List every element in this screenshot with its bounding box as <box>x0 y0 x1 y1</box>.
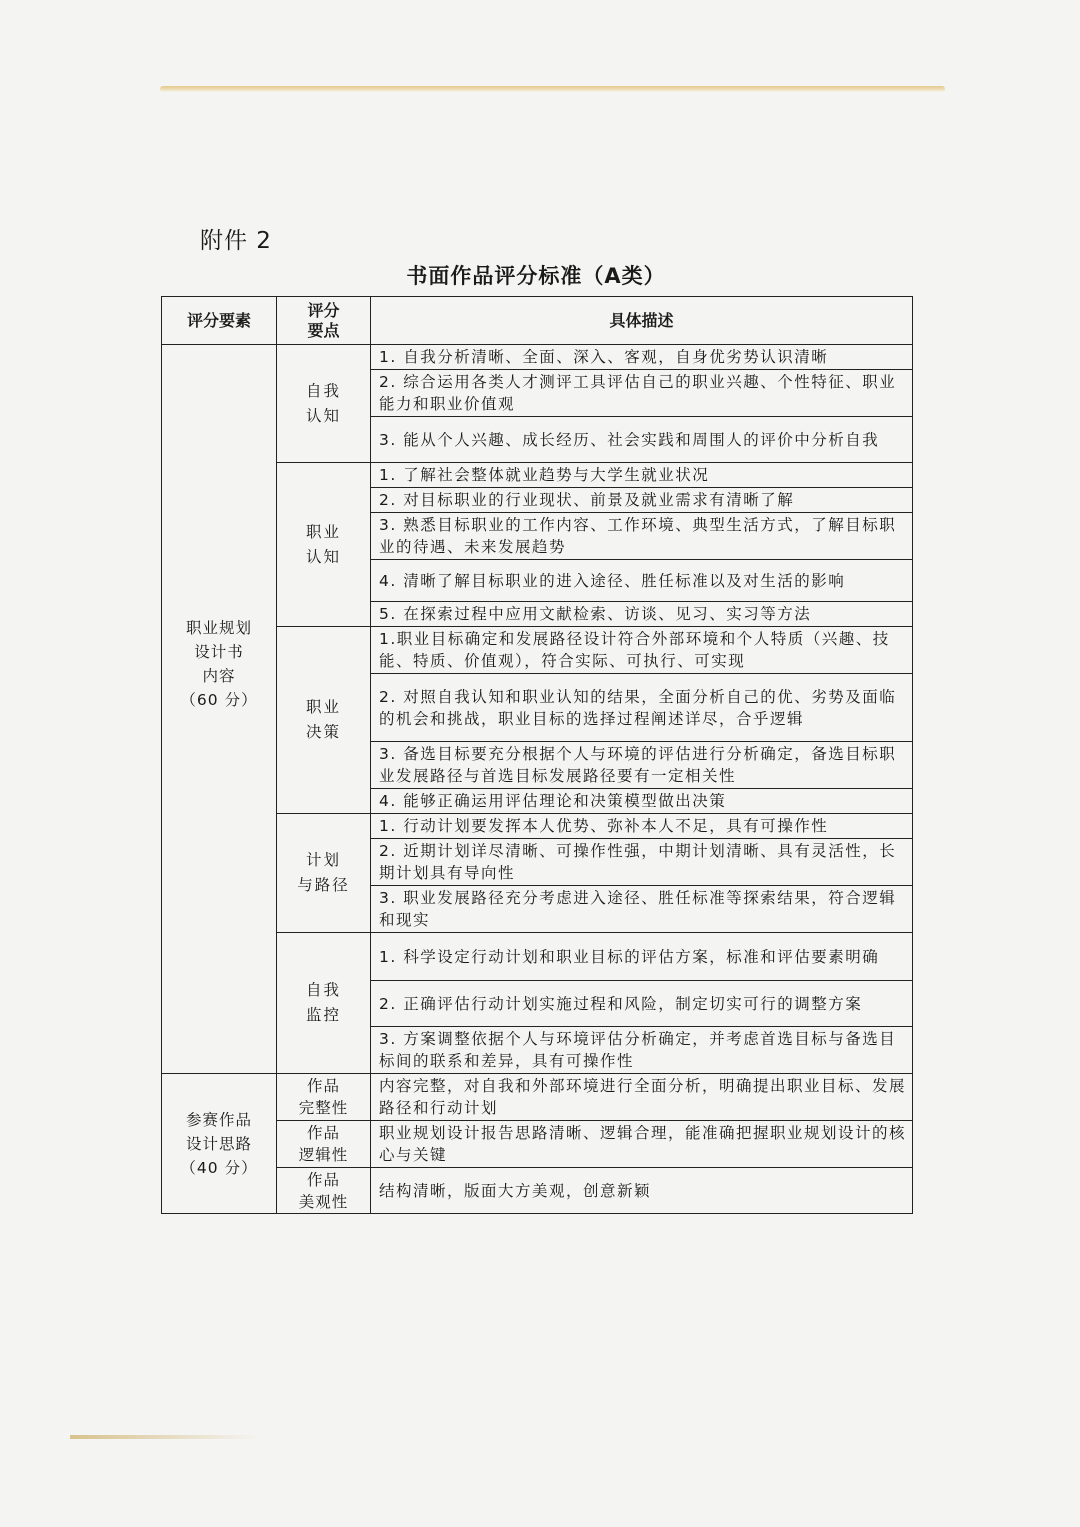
header-point-text: 评分 要点 <box>307 300 340 340</box>
table-row <box>162 345 913 370</box>
description-cell <box>371 742 913 789</box>
table-header-row <box>162 297 913 345</box>
scoring-point-line: 作品 <box>306 1077 340 1095</box>
scoring-point-line: 美观性 <box>298 1192 349 1211</box>
scoring-point-cell <box>277 627 371 814</box>
scoring-point-line: 与路径 <box>297 876 350 894</box>
scoring-point-line: 自我 <box>305 381 341 400</box>
scoring-factor-line: （40 分） <box>180 1158 258 1177</box>
scoring-point-line: 认知 <box>305 406 341 425</box>
description-cell <box>371 933 913 981</box>
scoring-factor-line: 内容 <box>202 667 236 685</box>
description-cell <box>371 839 913 886</box>
scoring-point-line: 认知 <box>305 547 341 566</box>
description-text: 3. 职业发展路径充分考虑进入途径、胜任标准等探索结果，符合逻辑和现实 <box>379 889 897 929</box>
description-text: 3. 能从个人兴趣、成长经历、社会实践和周围人的评价中分析自我 <box>379 430 880 449</box>
scoring-point-line: 职业 <box>305 522 341 541</box>
scoring-point-cell <box>277 345 371 463</box>
description-cell <box>371 627 913 674</box>
description-text: 4. 清晰了解目标职业的进入途径、胜任标准以及对生活的影响 <box>379 571 846 590</box>
description-cell <box>371 1168 913 1214</box>
header-description: 具体描述 <box>371 297 913 345</box>
description-text: 3. 熟悉目标职业的工作内容、工作环境、典型生活方式，了解目标职业的待遇、未来发展趋势 <box>379 516 897 556</box>
table-row <box>162 1074 913 1121</box>
scoring-factor-cell <box>162 1074 277 1214</box>
header-point <box>277 297 371 345</box>
header-factor: 评分要素 <box>162 297 277 345</box>
scoring-factor-line: 职业规划 <box>185 619 252 637</box>
table-body <box>162 345 913 1214</box>
description-cell <box>371 886 913 933</box>
scoring-factor-line: 参赛作品 <box>185 1110 252 1129</box>
scoring-point-line: 逻辑性 <box>298 1146 349 1164</box>
description-cell <box>371 370 913 417</box>
scoring-point-line: 自我 <box>305 981 341 999</box>
scan-edge-strip <box>160 86 945 92</box>
scoring-point-cell <box>277 814 371 933</box>
description-cell <box>371 674 913 742</box>
scoring-point-line: 完整性 <box>298 1099 349 1117</box>
description-text: 结构清晰，版面大方美观，创意新颖 <box>379 1181 652 1200</box>
scoring-point-cell <box>277 1121 371 1168</box>
description-cell <box>371 417 913 463</box>
description-cell <box>371 560 913 602</box>
scoring-table <box>161 296 913 1214</box>
description-cell <box>371 981 913 1027</box>
scoring-factor-line: 设计书 <box>194 643 244 661</box>
description-text: 3. 方案调整依据个人与环境评估分析确定，并考虑首选目标与备选目标间的联系和差异，具有可操作性 <box>379 1030 897 1070</box>
scoring-point-line: 作品 <box>306 1124 340 1142</box>
description-text: 内容完整，对自我和外部环境进行全面分析，明确提出职业目标、发展路径和行动计划 <box>379 1077 907 1117</box>
description-text: 4. 能够正确运用评估理论和决策模型做出决策 <box>379 792 727 810</box>
description-text: 1. 自我分析清晰、全面、深入、客观，自身优劣势认识清晰 <box>379 348 829 366</box>
description-text: 2. 综合运用各类人才测评工具评估自己的职业兴趣、个性特征、职业能力和职业价值观 <box>379 373 897 413</box>
scoring-point-line: 职业 <box>305 698 341 716</box>
description-text: 2. 对目标职业的行业现状、前景及就业需求有清晰了解 <box>379 491 795 509</box>
scoring-point-cell <box>277 463 371 627</box>
description-cell <box>371 814 913 839</box>
description-text: 1. 了解社会整体就业趋势与大学生就业状况 <box>379 466 710 484</box>
description-cell <box>371 1027 913 1074</box>
description-text: 1. 科学设定行动计划和职业目标的评估方案，标准和评估要素明确 <box>379 947 880 966</box>
description-text: 1.职业目标确定和发展路径设计符合外部环境和个人特质（兴趣、技能、特质、价值观），符合实际、可执行、可实现 <box>379 630 890 670</box>
description-cell <box>371 488 913 513</box>
scoring-point-line: 监控 <box>305 1006 341 1024</box>
description-text: 5. 在探索过程中应用文献检索、访谈、见习、实习等方法 <box>379 605 812 623</box>
attachment-label: 附件 2 <box>200 228 272 254</box>
scoring-point-cell <box>277 1074 371 1121</box>
scoring-point-cell <box>277 933 371 1074</box>
scoring-point-cell <box>277 1168 371 1214</box>
scoring-point-line: 作品 <box>306 1170 340 1189</box>
scoring-point-line: 决策 <box>305 723 341 741</box>
document-title: 书面作品评分标准（A类） <box>406 264 666 288</box>
description-text: 2. 近期计划详尽清晰、可操作性强，中期计划清晰、具有灵活性，长期计划具有导向性 <box>379 842 897 882</box>
scoring-point-line: 计划 <box>305 851 341 869</box>
description-cell <box>371 1074 913 1121</box>
description-text: 3. 备选目标要充分根据个人与环境的评估进行分析确定，备选目标职业发展路径与首选目标发展路径要有一定相关性 <box>379 745 897 785</box>
description-cell <box>371 345 913 370</box>
scoring-factor-line: 设计思路 <box>185 1134 252 1153</box>
scoring-factor-line: （60 分） <box>180 691 258 709</box>
description-cell <box>371 602 913 627</box>
description-text: 1. 行动计划要发挥本人优势、弥补本人不足，具有可操作性 <box>379 817 829 835</box>
description-text: 2. 对照自我认知和职业认知的结果，全面分析自己的优、劣势及面临的机会和挑战，职业目标的选择过程阐述详尽，合乎逻辑 <box>379 687 897 728</box>
scoring-factor-cell <box>162 345 277 1074</box>
description-text: 职业规划设计报告思路清晰、逻辑合理，能准确把握职业规划设计的核心与关键 <box>379 1124 907 1164</box>
description-cell <box>371 1121 913 1168</box>
description-cell <box>371 463 913 488</box>
scan-bottom-strip <box>70 1435 260 1439</box>
description-cell <box>371 513 913 560</box>
description-cell <box>371 789 913 814</box>
description-text: 2. 正确评估行动计划实施过程和风险，制定切实可行的调整方案 <box>379 994 863 1013</box>
